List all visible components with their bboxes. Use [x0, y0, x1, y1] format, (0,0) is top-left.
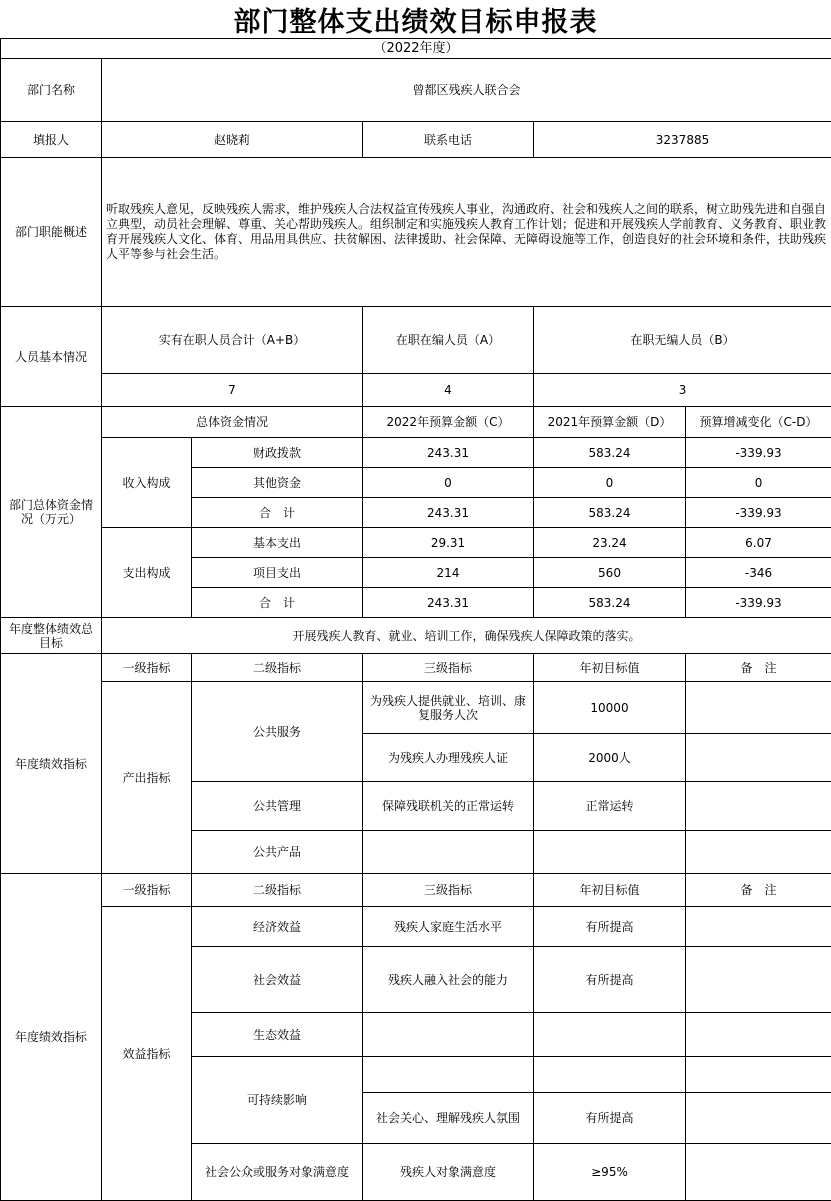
expense-item-c: 214 — [363, 558, 534, 588]
pp-note — [686, 831, 831, 874]
pp-target — [534, 831, 686, 874]
staff-a-value: 4 — [363, 374, 534, 407]
expense-item-name: 基本支出 — [192, 528, 363, 558]
funds-head-3: 预算增减变化（C-D） — [686, 407, 831, 438]
ind-head-l2: 二级指标 — [192, 874, 363, 907]
benefit-l1: 效益指标 — [102, 907, 192, 1201]
ind-head-note: 备 注 — [686, 654, 831, 682]
year-label: （2022年度） — [1, 39, 831, 59]
funds-head-2: 2021年预算金额（D） — [534, 407, 686, 438]
expense-item-name: 项目支出 — [192, 558, 363, 588]
ind-head-l3: 三级指标 — [363, 874, 534, 907]
income-item-d: 0 — [534, 468, 686, 498]
expense-total-name: 合 计 — [192, 588, 363, 618]
sus-target-empty — [534, 1057, 686, 1093]
report-table — [0, 38, 831, 1201]
income-item-c: 0 — [363, 468, 534, 498]
staff-label: 人员基本情况 — [1, 307, 102, 407]
income-item-diff: 0 — [686, 468, 831, 498]
income-item-name: 其他资金 — [192, 468, 363, 498]
sus-l3-empty — [363, 1057, 534, 1093]
staff-total-label: 实有在职人员合计（A+B） — [102, 307, 363, 374]
income-item-name: 财政拨款 — [192, 438, 363, 468]
sus-note — [686, 1093, 831, 1144]
staff-a-label: 在职在编人员（A） — [363, 307, 534, 374]
expense-item-diff: 6.07 — [686, 528, 831, 558]
output-l1: 产出指标 — [102, 682, 192, 874]
expense-total-c: 243.31 — [363, 588, 534, 618]
ps-target: 10000 — [534, 682, 686, 734]
funds-head-1: 2022年预算金额（C） — [363, 407, 534, 438]
ps-l3: 为残疾人办理残疾人证 — [363, 734, 534, 782]
income-label: 收入构成 — [102, 438, 192, 528]
public-product-l2: 公共产品 — [192, 831, 363, 874]
soc-target: 有所提高 — [534, 947, 686, 1013]
ps-target: 2000人 — [534, 734, 686, 782]
goal-label: 年度整体绩效总目标 — [1, 618, 102, 654]
ind-head-l1: 一级指标 — [102, 654, 192, 682]
expense-total-diff: -339.93 — [686, 588, 831, 618]
satisfaction-l2: 社会公众或服务对象满意度 — [192, 1144, 363, 1201]
sus-target: 有所提高 — [534, 1093, 686, 1144]
sus-note-empty — [686, 1057, 831, 1093]
reporter-name: 赵晓莉 — [102, 122, 363, 158]
sustain-l2: 可持续影响 — [192, 1057, 363, 1144]
sat-l3: 残疾人对象满意度 — [363, 1144, 534, 1201]
public-mgmt-l2: 公共管理 — [192, 782, 363, 831]
pm-l3: 保障残联机关的正常运转 — [363, 782, 534, 831]
income-total-c: 243.31 — [363, 498, 534, 528]
ind-head-note: 备 注 — [686, 874, 831, 907]
expense-item-c: 29.31 — [363, 528, 534, 558]
env-target — [534, 1013, 686, 1057]
dept-name-value: 曾都区残疾人联合会 — [102, 59, 831, 122]
soc-l3: 残疾人融入社会的能力 — [363, 947, 534, 1013]
sus-l3: 社会关心、理解残疾人氛围 — [363, 1093, 534, 1144]
phone-label: 联系电话 — [363, 122, 534, 158]
economic-l2: 经济效益 — [192, 907, 363, 947]
income-total-name: 合 计 — [192, 498, 363, 528]
ps-l3: 为残疾人提供就业、培训、康复服务人次 — [363, 682, 534, 734]
env-note — [686, 1013, 831, 1057]
perf-label-benefit: 年度绩效指标 — [1, 874, 102, 1201]
ind-head-l1: 一级指标 — [102, 874, 192, 907]
expense-item-d: 560 — [534, 558, 686, 588]
goal-text: 开展残疾人教育、就业、培训工作，确保残疾人保障政策的落实。 — [102, 618, 831, 654]
eco-l3: 残疾人家庭生活水平 — [363, 907, 534, 947]
sat-note — [686, 1144, 831, 1201]
ind-head-l3: 三级指标 — [363, 654, 534, 682]
duties-text: 听取残疾人意见，反映残疾人需求，维护残疾人合法权益宣传残疾人事业，沟通政府、社会和残疾人之间的联系，树立助残先进和自强自立典型，动员社会理解、尊重、关心帮助残疾人。组织制定和实施残疾人教育工作计划；促进和开展残疾人学前教育、义务教育、职业教育开展残疾人文化、体育、用品用具供应、扶贫解困、法律援助、社会保障、无障碍设施等工作，创造良好的社会环境和条件，扶助残疾人平等参与社会生活。 — [102, 158, 831, 307]
ind-head-l2: 二级指标 — [192, 654, 363, 682]
staff-b-value: 3 — [534, 374, 831, 407]
eco-target: 有所提高 — [534, 907, 686, 947]
duties-label: 部门职能概述 — [1, 158, 102, 307]
sat-target: ≥95% — [534, 1144, 686, 1201]
income-item-diff: -339.93 — [686, 438, 831, 468]
eco-note — [686, 907, 831, 947]
ps-note — [686, 734, 831, 782]
funds-head-0: 总体资金情况 — [102, 407, 363, 438]
income-item-c: 243.31 — [363, 438, 534, 468]
ind-head-target: 年初目标值 — [534, 654, 686, 682]
income-total-diff: -339.93 — [686, 498, 831, 528]
income-item-d: 583.24 — [534, 438, 686, 468]
expense-item-d: 23.24 — [534, 528, 686, 558]
expense-label: 支出构成 — [102, 528, 192, 618]
expense-total-d: 583.24 — [534, 588, 686, 618]
social-l2: 社会效益 — [192, 947, 363, 1013]
ind-head-target: 年初目标值 — [534, 874, 686, 907]
public-service-l2: 公共服务 — [192, 682, 363, 782]
phone-value: 3237885 — [534, 122, 831, 158]
staff-b-label: 在职无编人员（B） — [534, 307, 831, 374]
reporter-label: 填报人 — [1, 122, 102, 158]
pp-l3 — [363, 831, 534, 874]
eco-env-l2: 生态效益 — [192, 1013, 363, 1057]
perf-label-output: 年度绩效指标 — [1, 654, 102, 874]
page-title: 部门整体支出绩效目标申报表 — [0, 0, 831, 38]
pm-target: 正常运转 — [534, 782, 686, 831]
env-l3 — [363, 1013, 534, 1057]
ps-note — [686, 682, 831, 734]
expense-item-diff: -346 — [686, 558, 831, 588]
dept-name-label: 部门名称 — [1, 59, 102, 122]
funds-label: 部门总体资金情况（万元） — [1, 407, 102, 618]
pm-note — [686, 782, 831, 831]
staff-total-value: 7 — [102, 374, 363, 407]
income-total-d: 583.24 — [534, 498, 686, 528]
soc-note — [686, 947, 831, 1013]
